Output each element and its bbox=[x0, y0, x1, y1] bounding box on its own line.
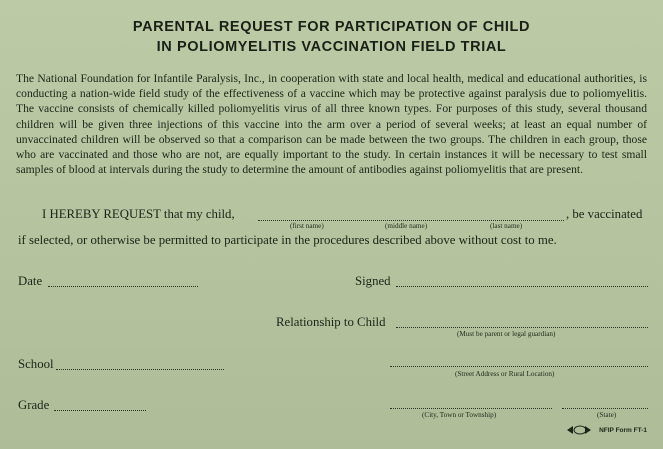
grade-field[interactable] bbox=[54, 410, 146, 411]
union-label-icon bbox=[566, 423, 592, 437]
school-field[interactable] bbox=[56, 369, 224, 370]
form-title-line-1: PARENTAL REQUEST FOR PARTICIPATION OF CHILD bbox=[132, 19, 531, 35]
street-address-field[interactable] bbox=[390, 366, 648, 367]
relationship-caption: (Must be parent or legal guardian) bbox=[457, 330, 556, 338]
request-tail-text: , be vaccinated bbox=[566, 207, 643, 221]
signature-field[interactable] bbox=[396, 286, 648, 287]
date-field[interactable] bbox=[48, 286, 198, 287]
signed-label: Signed bbox=[355, 274, 391, 288]
date-label: Date bbox=[18, 274, 43, 288]
state-field[interactable] bbox=[562, 408, 648, 409]
request-lead-text: I HEREBY REQUEST that my child, bbox=[42, 207, 235, 221]
relationship-label: Relationship to Child bbox=[276, 315, 386, 329]
grade-label: Grade bbox=[18, 398, 50, 412]
city-field[interactable] bbox=[390, 408, 552, 409]
state-caption: (State) bbox=[597, 411, 617, 419]
relationship-field[interactable] bbox=[396, 327, 648, 328]
request-continuation-text: if selected, or otherwise be permitted to participate in the procedures described above without cost to me. bbox=[18, 233, 557, 247]
form-number: NFIP Form FT-1 bbox=[599, 427, 647, 434]
street-address-caption: (Street Address or Rural Location) bbox=[455, 370, 555, 378]
middle-name-caption: (middle name) bbox=[385, 222, 428, 230]
last-name-caption: (last name) bbox=[490, 222, 523, 230]
city-caption: (City, Town or Township) bbox=[422, 411, 497, 419]
first-name-caption: (first name) bbox=[290, 222, 324, 230]
form-title-line-2: IN POLIOMYELITIS VACCINATION FIELD TRIAL bbox=[156, 39, 507, 55]
explanatory-paragraph: The National Foundation for Infantile Paralysis, Inc., in cooperation with state and local health, medical and educational authorities, is conducting a nation-wide field study of the effectiveness of a vaccine which may be protective against paralysis due to poliomyelitis. The vaccine consists of chemically killed poliomyelitis virus of all three known types. For purposes of this study, several thousand children will be given three injections of this vaccine into the arm over a period of several weeks; at least an equal number of unvaccinated children will be observed so that a comparison can be made between the two groups. The children in each group, those who are vaccinated and those who are not, are equally important to the study. In certain instances it will be necessary to test small samples of blood at intervals during the study to determine the amount of antibodies against poliomyelitis that are present. bbox=[16, 72, 647, 177]
school-label: School bbox=[18, 357, 54, 371]
child-name-field[interactable] bbox=[258, 220, 564, 221]
